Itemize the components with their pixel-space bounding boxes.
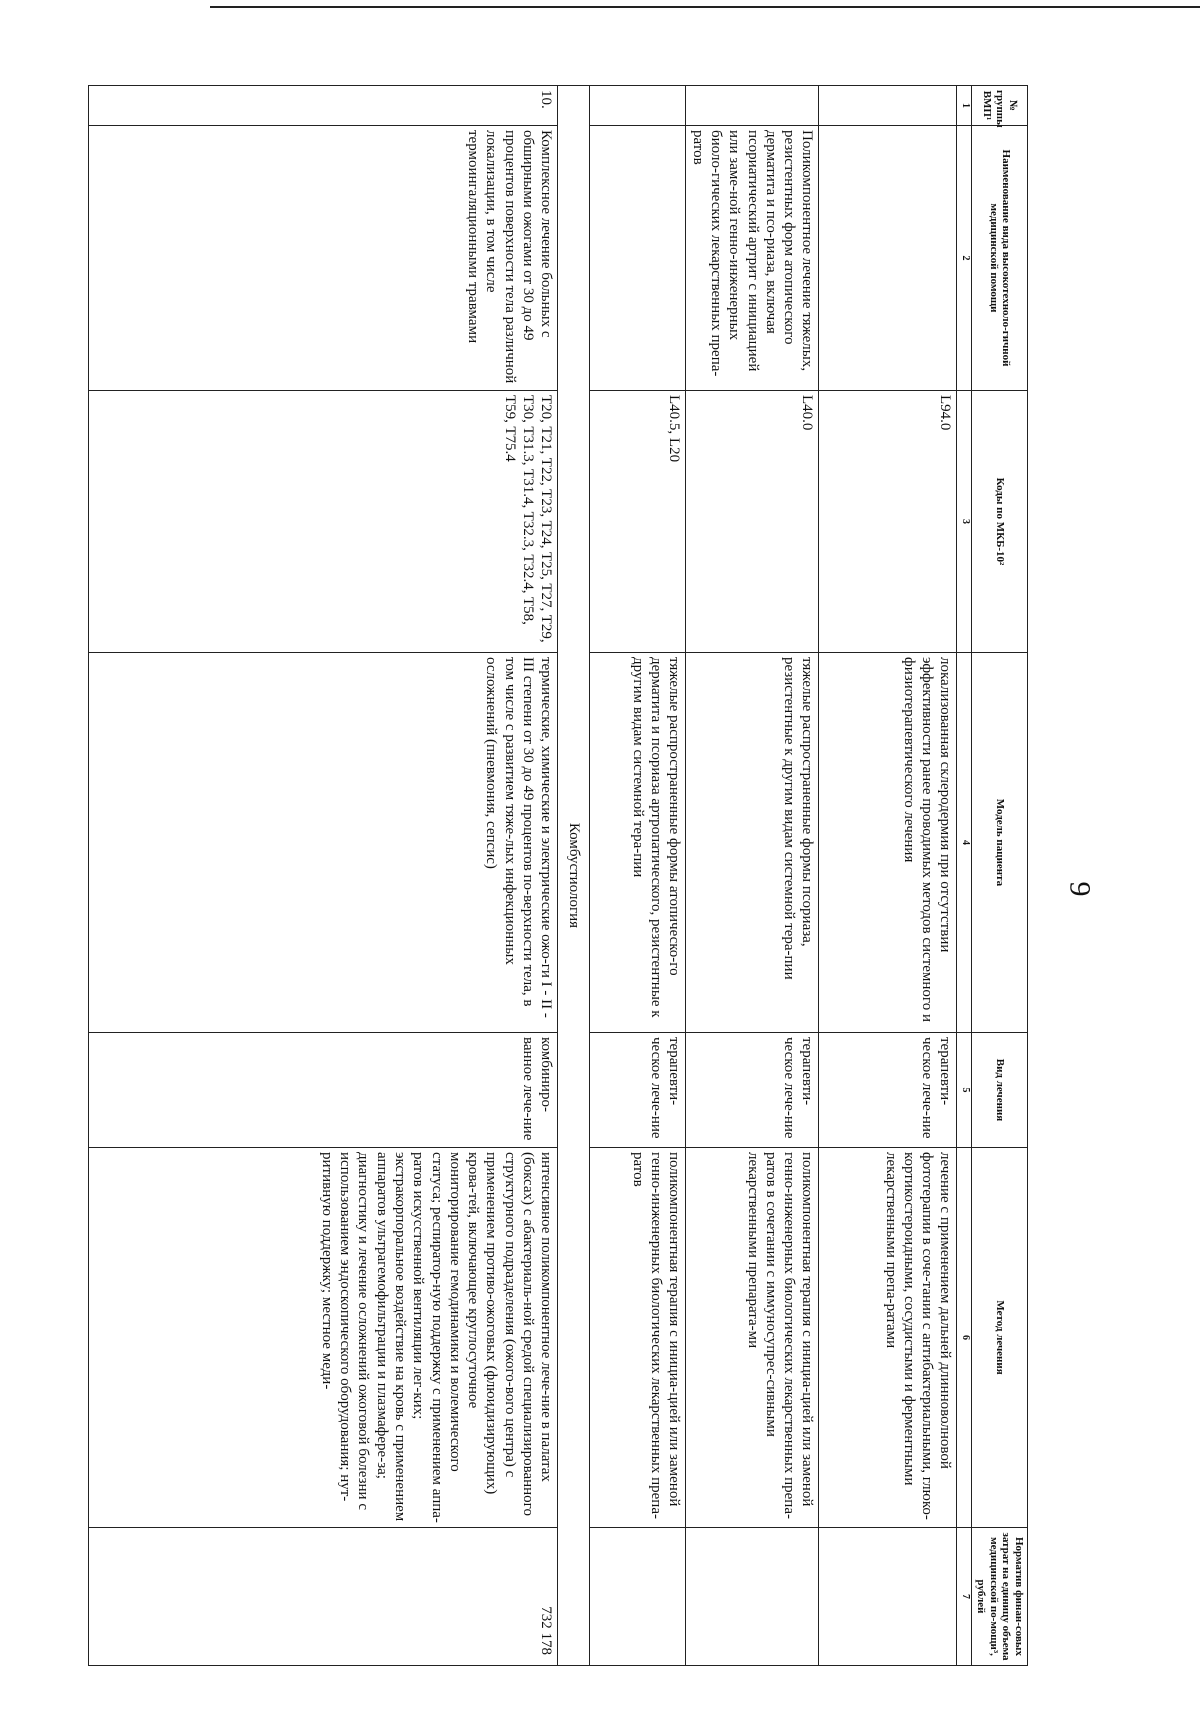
header-group: № группы ВМП¹: [972, 86, 1028, 126]
model-cell: тяжелые распространенные формы атопическо-го дерматита и псориаза артропатического, резистентные к другим видам системной тера-пии: [590, 653, 686, 1033]
section-row: [558, 86, 590, 1666]
group-cell: [686, 86, 819, 126]
method-cell: поликомпонентная терапия с инициа-цией или заменой генно-инженерных биологических лекарственных препа-ратов в сочетании с иммуносупрес-сивными лекарственными препарата-ми: [686, 1148, 819, 1528]
name-cell: [819, 126, 957, 391]
header-method: Метод лечения: [972, 1148, 1028, 1528]
group-cell: [590, 86, 686, 126]
treatment-type-cell: комбиниро-ванное лече-ние: [89, 1033, 558, 1148]
codes-cell: L40.5, L20: [590, 391, 686, 653]
name-cell: [590, 126, 686, 391]
codes-cell: T20, T21, T22, T23, T24, T25, T27, T29, T30, T31.3, T31.4, T32.3, T32.4, T58, T59, T75.4: [89, 391, 558, 653]
treatment-type-cell: терапевти-ческое лече-ние: [819, 1033, 957, 1148]
table-row: [590, 86, 686, 1666]
table-row: [819, 86, 957, 1666]
column-number-row: [957, 86, 972, 1666]
model-cell: термические, химические и электрические ожо-ги I - II - III степени от 30 до 49 процентов по-верхности тела, в том числе с развитием тяже-лых инфекционных осложнений (пневмония, сепсис): [89, 653, 558, 1033]
column-number: 1: [957, 86, 972, 126]
section-title: Комбустиология: [558, 86, 590, 1666]
method-cell: поликомпонентная терапия с инициа-цией или заменой генно-инженерных биологических лекарственных препа-ратов: [590, 1148, 686, 1528]
model-cell: тяжелые распространенные формы псориаза, резистентные к другим видам системной тера-пии: [686, 653, 819, 1033]
column-number: 3: [957, 391, 972, 653]
column-number: 4: [957, 653, 972, 1033]
header-row: [972, 86, 1028, 1666]
treatment-type-cell: терапевти-ческое лече-ние: [590, 1033, 686, 1148]
group-cell: 10.: [89, 86, 558, 126]
rotated-page: [88, 85, 1028, 1665]
header-treatment-type: Вид лечения: [972, 1033, 1028, 1148]
table-row: [89, 86, 558, 1666]
header-codes: Коды по МКБ-10²: [972, 391, 1028, 653]
codes-cell: L40.0: [686, 391, 819, 653]
column-number: 2: [957, 126, 972, 391]
column-number: 6: [957, 1148, 972, 1528]
method-cell: интенсивное поликомпонентное лече-ние в палатах (боксах) с абактериаль-ной средой специализированного структурного подразделения (ожого-вого центра) с применением противо-ожоговых (флюидизирующих) крова-тей, включающее круглосуточное мониторирование гемодинамики и волемического статуса; респиратор-ную поддержку с применением аппа-ратов искусственной вентиляции лег-ких; экстракорпоральное воздействие на кровь с применением аппаратов ультрагемофильтрации и плазмафере-за; диагностику и лечение осложнений ожоговой болезни с использованием эндоскопического оборудования; нут-ритивную поддержку; местное меди-: [89, 1148, 558, 1528]
top-border-line: [210, 6, 1200, 8]
cost-cell: [819, 1528, 957, 1666]
group-cell: [819, 86, 957, 126]
cost-cell: [686, 1528, 819, 1666]
cost-cell: [590, 1528, 686, 1666]
header-model: Модель пациента: [972, 653, 1028, 1033]
header-cost: Норматив финан-совых затрат на единицу объема медицинской по-мощи³, рублей: [972, 1528, 1028, 1666]
cost-cell: 732 178: [89, 1528, 558, 1666]
table-row: [686, 86, 819, 1666]
treatment-type-cell: терапевти-ческое лече-ние: [686, 1033, 819, 1148]
column-number: 7: [957, 1528, 972, 1666]
name-cell: Поликомпонентное лечение тяжелых, резистентных форм атопического дерматита и псо-риаза, включая псориатический артрит с инициацией или заме-ной генно-инженерных биоло-гических лекарственных препа-ратов: [686, 126, 819, 391]
codes-cell: L94.0: [819, 391, 957, 653]
vmp-table: [88, 85, 1028, 1666]
model-cell: локализованная склеродермия при отсутствии эффективности ранее проводимых методов системного и физиотерапевтического лечения: [819, 653, 957, 1033]
name-cell: Комплексное лечение больных с обширными ожогами от 30 до 49 процентов поверхности тела различной локализации, в том числе термоингаляционными травмами: [89, 126, 558, 391]
page-number: 9: [1063, 881, 1097, 897]
header-name: Наименование вида высокотехноло-гичной медицинской помощи: [972, 126, 1028, 391]
column-number: 5: [957, 1033, 972, 1148]
method-cell: лечение с применением дальней длинноволновой фототерапии в соче-тании с антибактериальными, глюко-кортикостероидными, сосудистыми и ферментными лекарственными препа-ратами: [819, 1148, 957, 1528]
